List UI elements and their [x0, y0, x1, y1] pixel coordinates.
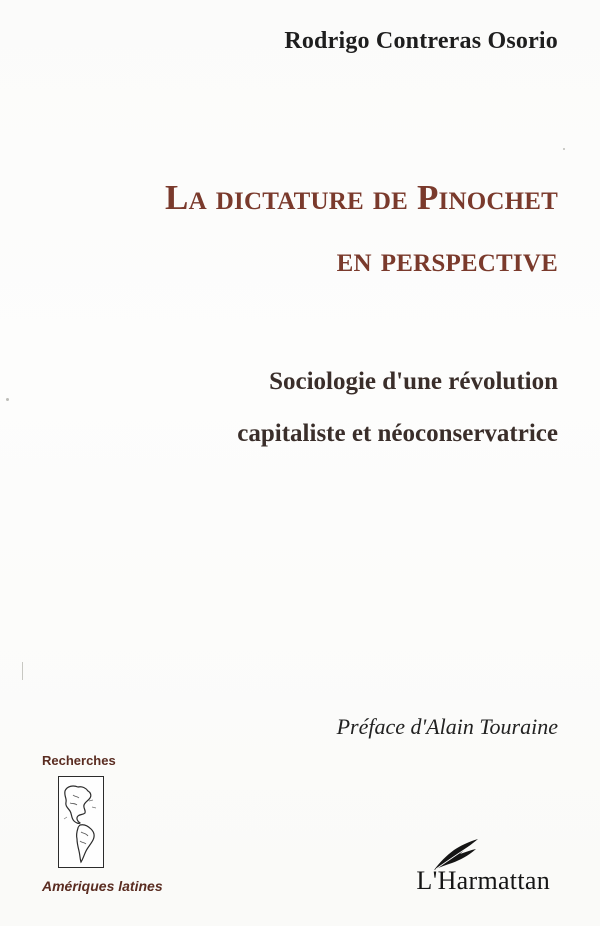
subtitle-line-1: Sociologie d'une révolution [269, 368, 558, 395]
author-name: Rodrigo Contreras Osorio [284, 28, 558, 54]
series-logo [58, 776, 104, 868]
paper-speck [6, 398, 9, 401]
americas-map-icon [59, 777, 103, 867]
book-title-line-1: La dictature de Pinochet [165, 178, 558, 217]
series-name-bottom: Amériques latines [42, 878, 163, 894]
paper-speck [563, 148, 565, 150]
preface-credit: Préface d'Alain Touraine [336, 714, 558, 739]
subtitle-line-2: capitaliste et néoconservatrice [237, 420, 558, 447]
publisher-logo [390, 838, 550, 898]
book-title-line-2: en perspective [336, 240, 558, 279]
margin-mark [22, 662, 23, 680]
publisher-name: L'Harmattan [416, 866, 550, 895]
series-name-top: Recherches [42, 753, 116, 768]
